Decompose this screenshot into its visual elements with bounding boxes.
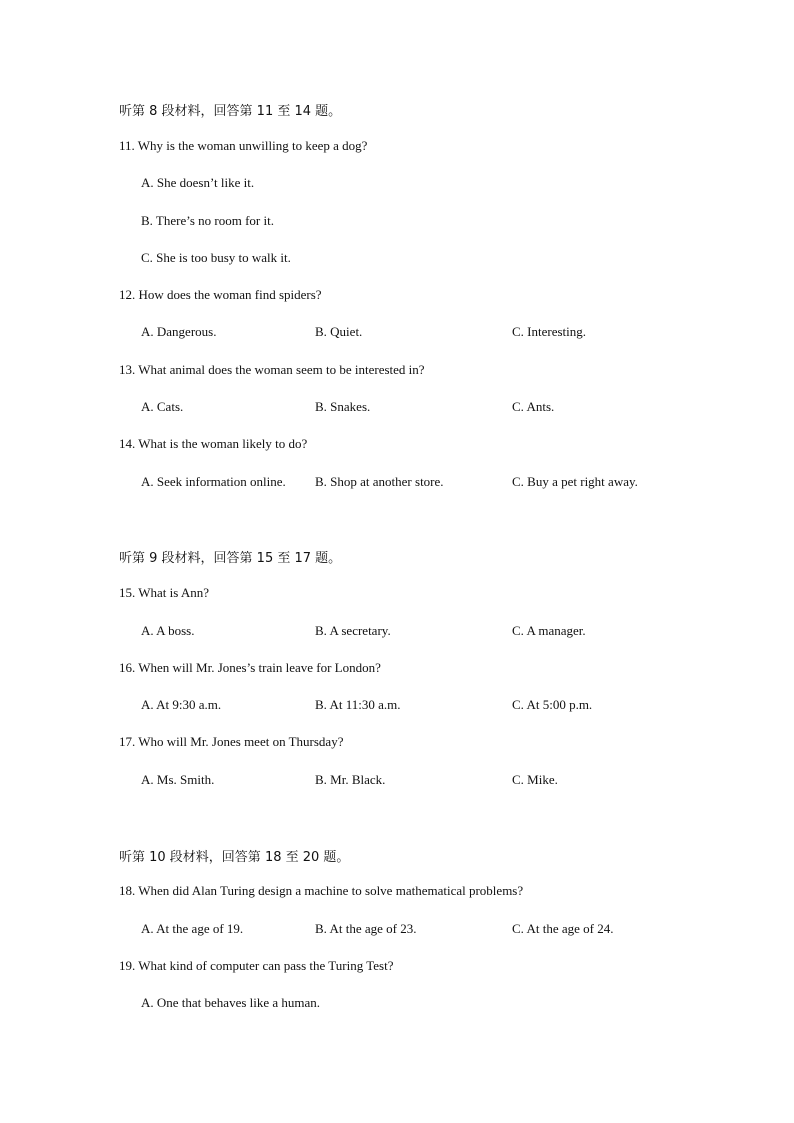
q18-option-a: A. At the age of 19. bbox=[141, 921, 244, 936]
q11-option-c: C. She is too busy to walk it. bbox=[141, 250, 291, 265]
q14-option-b: B. Shop at another store. bbox=[315, 474, 444, 489]
section-heading: 听第 10 段材料，回答第 18 至 20 题。 bbox=[119, 850, 350, 865]
question-19: 19. What kind of computer can pass the Turing Test? bbox=[119, 958, 394, 973]
q15-option-a: A. A boss. bbox=[141, 623, 195, 638]
question-15: 15. What is Ann? bbox=[119, 585, 210, 600]
question-18: 18. When did Alan Turing design a machine to solve mathematical problems? bbox=[119, 883, 524, 898]
question-13: 13. What animal does the woman seem to be interested in? bbox=[119, 362, 425, 377]
q18-option-b: B. At the age of 23. bbox=[315, 921, 417, 936]
q17-option-c: C. Mike. bbox=[512, 772, 558, 787]
q12-option-a: A. Dangerous. bbox=[141, 324, 217, 339]
section-heading: 听第 8 段材料，回答第 11 至 14 题。 bbox=[119, 104, 342, 119]
q19-option-a: A. One that behaves like a human. bbox=[141, 995, 321, 1010]
q14-option-c: C. Buy a pet right away. bbox=[512, 474, 638, 489]
q17-option-b: B. Mr. Black. bbox=[315, 772, 386, 787]
q17-option-a: A. Ms. Smith. bbox=[141, 772, 215, 787]
section-heading: 听第 9 段材料，回答第 15 至 17 题。 bbox=[119, 551, 342, 566]
question-12: 12. How does the woman find spiders? bbox=[119, 287, 322, 302]
q13-option-a: A. Cats. bbox=[141, 399, 184, 414]
q16-option-a: A. At 9:30 a.m. bbox=[141, 697, 222, 712]
q16-option-c: C. At 5:00 p.m. bbox=[512, 697, 593, 712]
q16-option-b: B. At 11:30 a.m. bbox=[315, 697, 401, 712]
q12-option-c: C. Interesting. bbox=[512, 324, 587, 339]
q12-option-b: B. Quiet. bbox=[315, 324, 363, 339]
question-14: 14. What is the woman likely to do? bbox=[119, 436, 308, 451]
q14-option-a: A. Seek information online. bbox=[141, 474, 286, 489]
q13-option-b: B. Snakes. bbox=[315, 399, 371, 414]
question-16: 16. When will Mr. Jones’s train leave for London? bbox=[119, 660, 381, 675]
question-17: 17. Who will Mr. Jones meet on Thursday? bbox=[119, 734, 344, 749]
q15-option-c: C. A manager. bbox=[512, 623, 586, 638]
q15-option-b: B. A secretary. bbox=[315, 623, 391, 638]
question-11: 11. Why is the woman unwilling to keep a dog? bbox=[119, 138, 368, 153]
q13-option-c: C. Ants. bbox=[512, 399, 555, 414]
q11-option-a: A. She doesn’t like it. bbox=[141, 175, 255, 190]
q18-option-c: C. At the age of 24. bbox=[512, 921, 614, 936]
q11-option-b: B. There’s no room for it. bbox=[141, 213, 274, 228]
